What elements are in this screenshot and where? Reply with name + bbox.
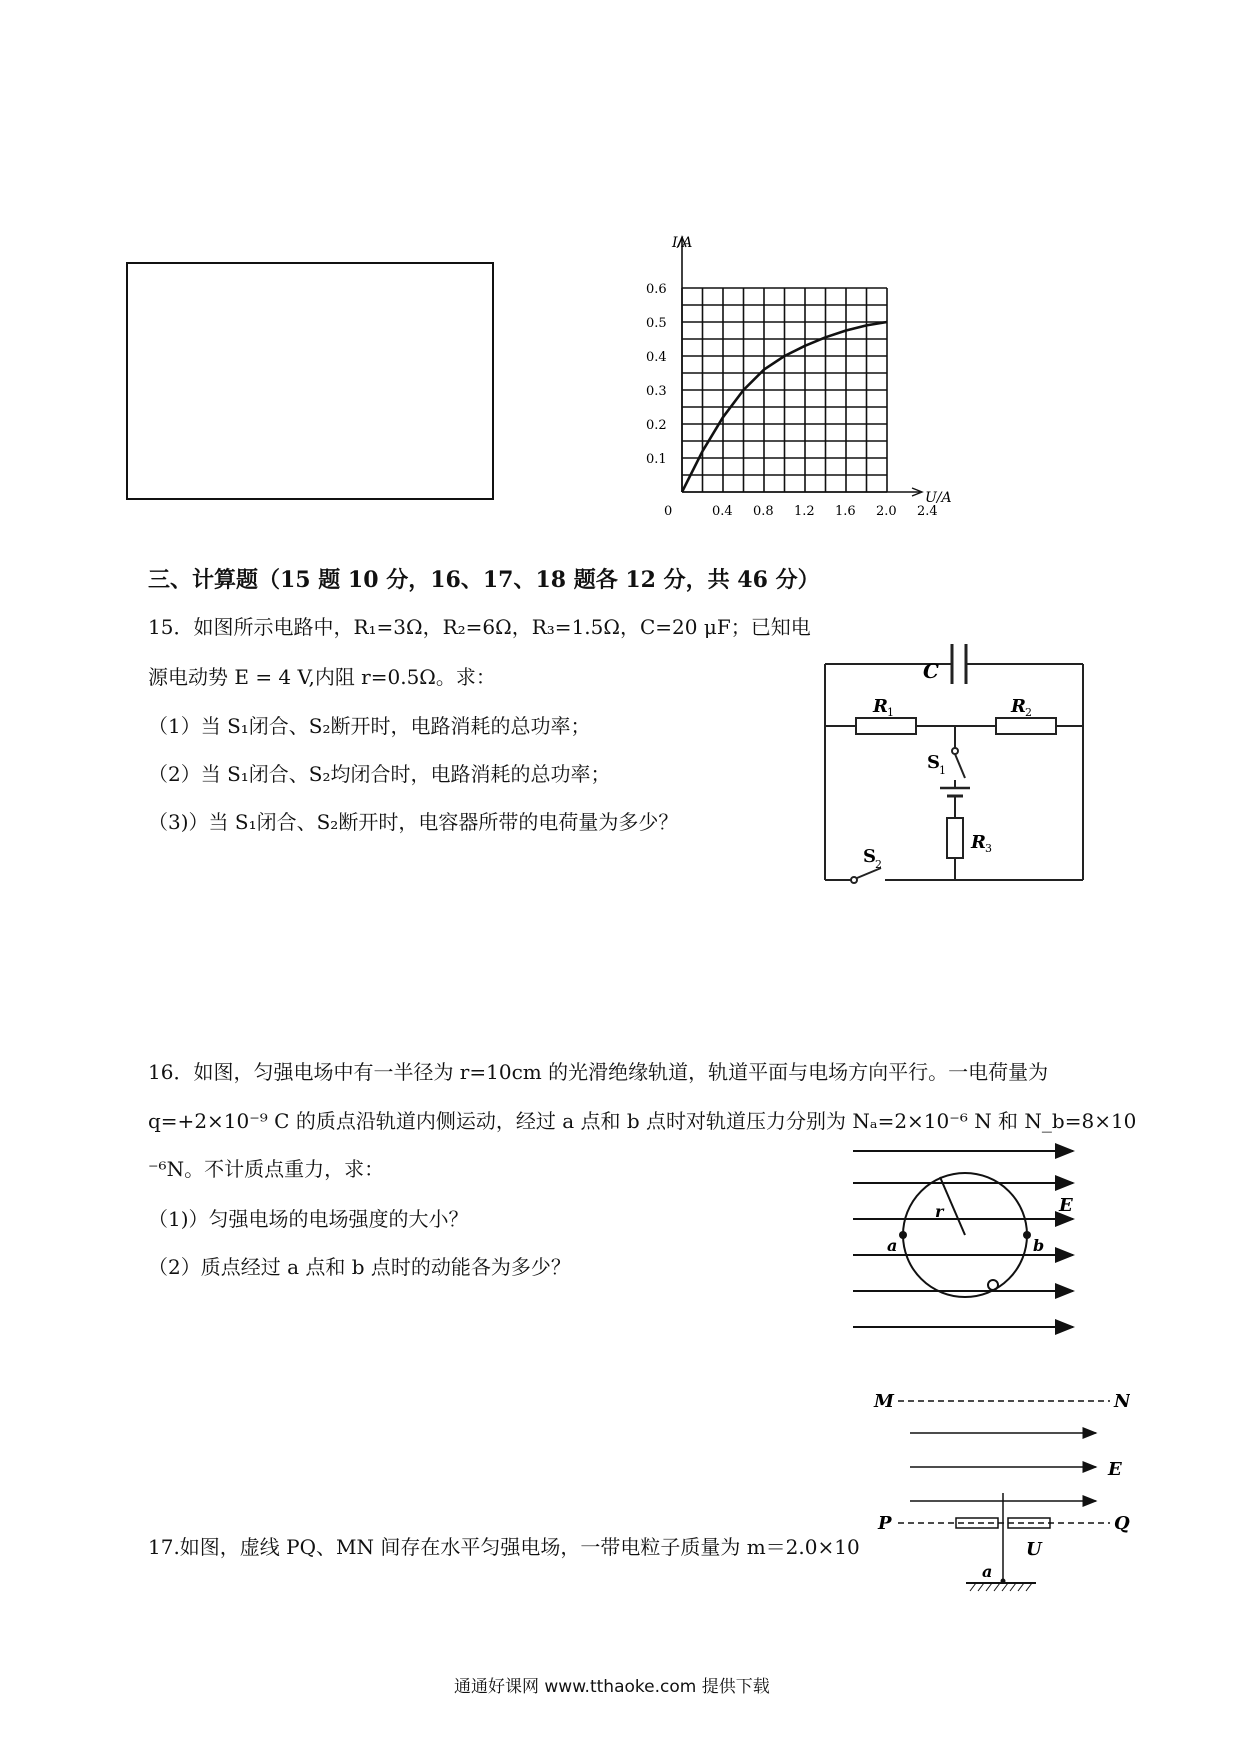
x-tick-label: 0.8 [753,504,774,519]
y-tick-label: 0.5 [646,316,667,331]
label-r: r [935,1202,944,1221]
label-N: N [1114,1391,1130,1412]
q16-sub2: （2）质点经过 a 点和 b 点时的动能各为多少？ [148,1255,571,1279]
q16-line1: 16．如图，匀强电场中有一半径为 r=10cm 的光滑绝缘轨道，轨道平面与电场方向平行。一电荷量为 [148,1060,1049,1084]
label-R3-sub: 3 [985,842,992,855]
q15-sub3: （3)）当 S₁闭合、S₂断开时，电容器所带的电荷量为多少？ [148,810,679,834]
page-footer: 通通好课网 www.tthaoke.com 提供下载 [454,1677,770,1697]
q16-line3: ⁻⁶N。不计质点重力，求： [148,1157,385,1181]
label-R2-sub: 2 [1025,706,1032,719]
x-tick-label: 1.2 [794,504,815,519]
q15-sub2: （2）当 S₁闭合、S₂均闭合时，电路消耗的总功率； [148,762,611,786]
label-a: a [887,1236,898,1255]
q17-field-figure [870,1385,1130,1595]
y-tick-label: 0.1 [646,452,667,467]
label-S1-sub: 1 [939,764,946,777]
label-E2: E [1108,1459,1122,1480]
q15-sub1: （1）当 S₁闭合、S₂断开时，电路消耗的总功率； [148,714,591,738]
y-tick-label: 0.2 [646,418,667,433]
section-heading: 三、计算题（15 题 10 分，16、17、18 题各 12 分，共 46 分） [148,567,820,593]
label-a2: a [982,1562,993,1581]
label-C: C [923,659,939,683]
x-tick-label: 0.4 [712,504,733,519]
y-tick-label: 0.6 [646,282,667,297]
iu-graph [640,225,970,525]
y-tick-label: 0.3 [646,384,667,399]
label-E: E [1059,1195,1073,1216]
blank-answer-box [126,262,494,500]
label-S2: S [863,846,876,867]
label-M: M [874,1391,894,1412]
x-axis-label: U/A [925,490,952,506]
label-R1-sub: 1 [887,706,894,719]
q16-field-figure [845,1135,1095,1335]
q15-line2: 源电动势 E = 4 V,内阻 r=0.5Ω。求： [148,665,496,689]
label-R1: R [873,696,888,717]
q16-sub1: （1)）匀强电场的电场强度的大小？ [148,1207,469,1231]
y-tick-label: 0.4 [646,350,667,365]
origin-label: 0 [664,504,673,519]
y-axis-label: I/A [672,235,693,251]
q15-circuit-diagram [815,640,1095,900]
label-Q: Q [1114,1513,1130,1534]
label-S1: S [927,752,940,773]
label-b: b [1033,1236,1045,1255]
label-R3: R [971,832,986,853]
q16-line2: q=+2×10⁻⁹ C 的质点沿轨道内侧运动，经过 a 点和 b 点时对轨道压力分别为 Nₐ=2×10⁻⁶ N 和 N_b=8×10 [148,1109,1137,1133]
x-tick-label: 2.0 [876,504,897,519]
label-U: U [1026,1539,1042,1560]
label-P: P [878,1513,892,1534]
q17-line1: 17.如图，虚线 PQ、MN 间存在水平匀强电场，一带电粒子质量为 m＝2.0×10 [148,1535,860,1559]
x-tick-label: 2.4 [917,504,938,519]
label-R2: R [1011,696,1026,717]
q15-line1: 15．如图所示电路中，R₁=3Ω，R₂=6Ω，R₃=1.5Ω，C=20 μF；已知电 [148,615,811,639]
x-tick-label: 1.6 [835,504,856,519]
label-S2-sub: 2 [875,858,882,871]
